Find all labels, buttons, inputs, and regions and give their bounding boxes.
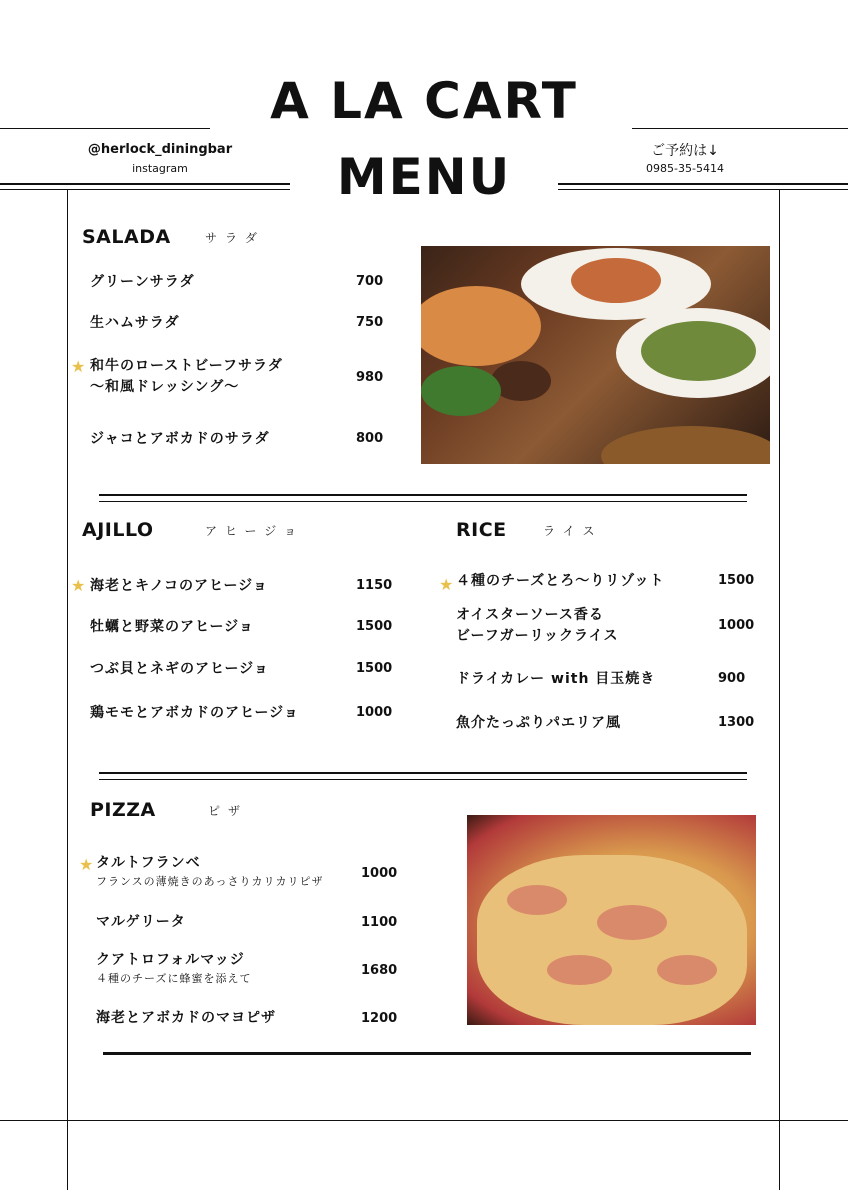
- menu-item-price: 800: [356, 431, 384, 446]
- menu-title-line2: MENU: [336, 148, 512, 206]
- menu-item-price: 1200: [361, 1011, 398, 1026]
- instagram-handle[interactable]: @herlock_diningbar: [87, 142, 233, 157]
- menu-item-price: 1300: [718, 715, 755, 730]
- photo-food: [507, 885, 567, 915]
- menu-item-price: 1500: [356, 619, 393, 634]
- menu-item-price: 1150: [356, 578, 393, 593]
- menu-item-price: 1100: [361, 915, 398, 930]
- section-kana-rice: ライス: [543, 524, 603, 538]
- photo-food: [641, 321, 756, 381]
- menu-item-name-line1: オイスターソース香る: [456, 607, 604, 623]
- menu-item-name: 牡蠣と野菜のアヒージョ: [90, 619, 254, 635]
- menu-item-price: 900: [718, 671, 746, 686]
- menu-item-name-line1: クアトロフォルマッジ: [96, 952, 245, 968]
- reservation-label: ご予約は↓: [651, 143, 719, 159]
- section-title-rice: RICE: [456, 519, 507, 541]
- menu-item-name: 海老とアボカドのマヨピザ: [96, 1010, 276, 1026]
- footer-rule: [0, 1120, 848, 1121]
- photo-food: [421, 286, 541, 366]
- menu-item-price: 980: [356, 370, 384, 385]
- menu-item-name-line1: 和牛のローストビーフサラダ: [90, 358, 283, 374]
- menu-item-name-line1: タルトフランベ: [96, 855, 201, 871]
- photo-food: [547, 955, 612, 985]
- menu-item-name: ドライカレー with 目玉焼き: [456, 671, 656, 687]
- photo-food: [597, 905, 667, 940]
- menu-item-name: 生ハムサラダ: [90, 315, 180, 331]
- menu-title-line1: A LA CART: [270, 72, 578, 130]
- menu-item-name: [96, 950, 251, 987]
- section-title-pizza: PIZZA: [90, 799, 156, 821]
- star-icon: ★: [439, 575, 454, 594]
- menu-item-name-line2: ～和風ドレッシング～: [90, 379, 240, 395]
- phone-number[interactable]: 0985-35-5414: [646, 162, 724, 175]
- section-kana-ajillo: アヒージョ: [205, 524, 305, 538]
- menu-item-name: 魚介たっぷりパエリア風: [456, 715, 621, 731]
- menu-item-price: 1000: [361, 866, 398, 881]
- menu-item-name: マルゲリータ: [96, 914, 186, 930]
- menu-item-name: 海老とキノコのアヒージョ: [90, 578, 268, 594]
- salad-pizza-photo: [421, 246, 770, 464]
- menu-item-price: 1500: [718, 573, 755, 588]
- menu-item-price: 1000: [718, 618, 755, 633]
- section-divider: [99, 772, 747, 774]
- menu-item-price: 1500: [356, 661, 393, 676]
- menu-item-name: [90, 356, 283, 398]
- section-divider: [99, 494, 747, 496]
- instagram-label: instagram: [132, 162, 188, 175]
- menu-item-name: グリーンサラダ: [90, 274, 195, 290]
- menu-item-price: 700: [356, 274, 384, 289]
- photo-food: [571, 258, 661, 303]
- photo-food: [477, 855, 747, 1025]
- photo-food: [421, 366, 501, 416]
- menu-item-name-line2: ビーフガーリックライス: [456, 628, 619, 644]
- menu-item-description: ４種のチーズに蜂蜜を添えて: [96, 972, 252, 985]
- menu-item-name: つぶ貝とネギのアヒージョ: [90, 661, 269, 677]
- section-kana-pizza: ピザ: [208, 804, 249, 818]
- star-icon: ★: [79, 855, 94, 874]
- frame-right-border: [779, 190, 780, 1190]
- section-divider-thin: [99, 779, 747, 780]
- frame-left-border: [67, 190, 68, 1190]
- star-icon: ★: [71, 576, 86, 595]
- menu-item-name: ジャコとアボカドのサラダ: [90, 431, 270, 447]
- menu-item-price: 1680: [361, 963, 398, 978]
- menu-item-name: ４種のチーズとろ～りリゾット: [456, 573, 665, 589]
- star-icon: ★: [71, 357, 86, 376]
- photo-food: [657, 955, 717, 985]
- menu-item-description: フランスの薄焼きのあっさりカリカリピザ: [96, 875, 324, 888]
- menu-item-price: 750: [356, 315, 384, 330]
- menu-item-price: 1000: [356, 705, 393, 720]
- menu-item-name: [96, 853, 323, 890]
- tarte-flambee-photo: [467, 815, 756, 1025]
- section-kana-salada: サラダ: [205, 231, 265, 245]
- section-divider: [103, 1052, 751, 1055]
- section-title-salada: SALADA: [82, 226, 171, 248]
- menu-item-name: 鶏モモとアボカドのアヒージョ: [90, 705, 299, 721]
- section-title-ajillo: AJILLO: [82, 519, 154, 541]
- photo-food: [601, 426, 770, 464]
- section-divider-thin: [99, 501, 747, 502]
- menu-item-name: [456, 605, 618, 647]
